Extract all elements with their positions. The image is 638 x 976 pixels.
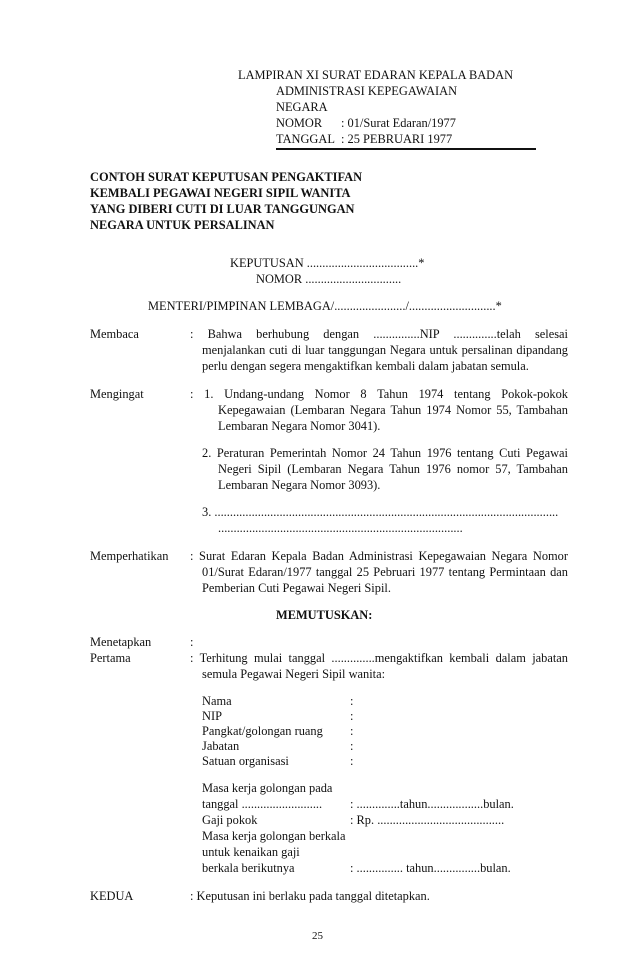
title-line-3: YANG DIBERI CUTI DI LUAR TANGGUNGAN — [90, 202, 355, 216]
menetapkan-colon: : — [190, 635, 194, 649]
title-line-1: CONTOH SURAT KEPUTUSAN PENGAKTIFAN — [90, 170, 363, 184]
gaji-pokok-value: : Rp. ......................................... — [350, 813, 505, 827]
mengingat-item-3-line-1: 3. ............................................................................................................... — [202, 505, 559, 519]
memperhatikan-line-1: : Surat Edaran Kepala Badan Administrasi Kepegawaian Negara Nomor — [190, 549, 568, 563]
masa-berkala-line-2: untuk kenaikan gaji — [202, 845, 300, 859]
field-nama-label: Nama — [202, 694, 232, 708]
field-nip-label: NIP — [202, 709, 222, 723]
kedua-value: : Keputusan ini berlaku pada tanggal ditetapkan. — [190, 889, 430, 903]
mengingat-item-1-line-2: Kepegawaian (Lembaran Negara Tahun 1974 Nomor 55, Tambahan — [218, 403, 568, 417]
header-line-2: ADMINISTRASI KEPEGAWAIAN — [276, 84, 458, 98]
header-tanggal-value: : 25 PEBRUARI 1977 — [341, 132, 453, 146]
memperhatikan-line-2: 01/Surat Edaran/1977 tanggal 25 Pebruari 1977 tentang Permintaan dan — [202, 565, 568, 579]
mengingat-item-1-line-3: Lembaran Negara Nomor 3041). — [218, 419, 381, 433]
memutuskan-heading: MEMUTUSKAN: — [276, 608, 373, 622]
masa-berkala-line-1: Masa kerja golongan berkala — [202, 829, 346, 843]
field-pangkat-label: Pangkat/golongan ruang — [202, 724, 323, 738]
header-line-1: LAMPIRAN XI SURAT EDARAN KEPALA BADAN — [238, 68, 514, 82]
field-satuan-label: Satuan organisasi — [202, 754, 289, 768]
masa-kerja-line-2: tanggal .......................... — [202, 797, 323, 811]
masa-kerja-line-1: Masa kerja golongan pada — [202, 781, 333, 795]
field-nip-value: : — [350, 709, 354, 723]
page-number: 25 — [312, 930, 323, 942]
mengingat-item-1-line-1: : 1. Undang-undang Nomor 8 Tahun 1974 tentang Pokok-pokok — [190, 387, 568, 401]
header-line-3: NEGARA — [276, 100, 328, 114]
mengingat-label: Mengingat — [90, 387, 144, 401]
menteri-line: MENTERI/PIMPINAN LEMBAGA/......................./............................* — [148, 299, 502, 313]
pertama-label: Pertama — [90, 651, 131, 665]
field-jabatan-value: : — [350, 739, 354, 753]
mengingat-item-2-line-2: Negeri Sipil (Lembaran Negara Tahun 1976 nomor 57, Tambahan — [218, 462, 568, 476]
menetapkan-label: Menetapkan — [90, 635, 152, 649]
gaji-pokok-label: Gaji pokok — [202, 813, 258, 827]
mengingat-item-2-line-1: 2. Peraturan Pemerintah Nomor 24 Tahun 1976 tentang Cuti Pegawai — [202, 446, 568, 460]
pertama-line-2: semula Pegawai Negeri Sipil wanita: — [202, 667, 386, 681]
mengingat-item-3-line-2: ............................................................................... — [218, 521, 463, 535]
field-jabatan-label: Jabatan — [202, 739, 240, 753]
masa-berkala-line-3: berkala berikutnya — [202, 861, 295, 875]
field-nama-value: : — [350, 694, 354, 708]
membaca-label: Membaca — [90, 327, 139, 341]
header-nomor-value: : 01/Surat Edaran/1977 — [341, 116, 456, 130]
field-pangkat-value: : — [350, 724, 354, 738]
field-satuan-value: : — [350, 754, 354, 768]
pertama-line-1: : Terhitung mulai tanggal ..............mengaktifkan kembali dalam jabatan — [190, 651, 568, 665]
header-tanggal-label: TANGGAL — [276, 132, 335, 146]
title-line-2: KEMBALI PEGAWAI NEGERI SIPIL WANITA — [90, 186, 351, 200]
title-line-4: NEGARA UNTUK PERSALINAN — [90, 218, 275, 232]
nomor-line: NOMOR ............................... — [256, 272, 402, 286]
kedua-label: KEDUA — [90, 889, 134, 903]
keputusan-line: KEPUTUSAN ....................................* — [230, 256, 425, 270]
memperhatikan-line-3: Pemberian Cuti Pegawai Negeri Sipil. — [202, 581, 391, 595]
memperhatikan-label: Memperhatikan — [90, 549, 169, 563]
membaca-line-2: menjalankan cuti di luar tanggungan Negara untuk persalinan dipandang — [202, 343, 568, 357]
membaca-line-1: : Bahwa berhubung dengan ...............NIP ..............telah selesai — [190, 327, 568, 341]
mengingat-item-2-line-3: Lembaran Negara Nomor 3093). — [218, 478, 381, 492]
membaca-line-3: perlu dengan segera mengaktifkan kembali dalam jabatan semula. — [202, 359, 529, 373]
header-underline — [276, 148, 536, 150]
masa-berkala-value: : ............... tahun...............bulan. — [350, 861, 511, 875]
header-nomor-label: NOMOR — [276, 116, 323, 130]
masa-kerja-value: : ..............tahun..................bulan. — [350, 797, 514, 811]
